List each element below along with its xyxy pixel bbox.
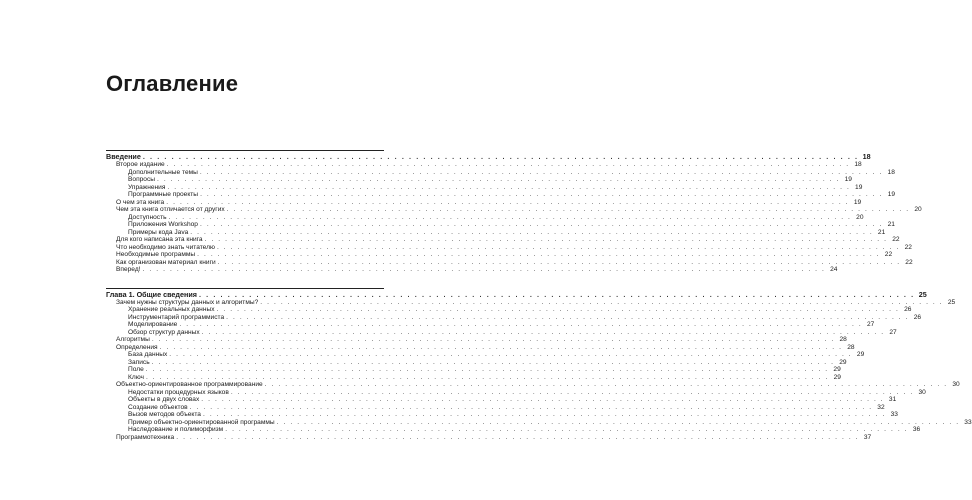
toc-entry[interactable] — [106, 328, 897, 337]
toc-entry-title: Создание объектов — [128, 403, 188, 411]
dot-leader: . . . . . . . . . . . . . . . . . . . . . . . . . . . . . . . . . . . . . . . . . . . . . . . . . . . . . . . . . . . . . . . . . . . . . . . . . . . . . . . . . . . . . . . . . . . . . . . . . . . . — [142, 266, 826, 273]
toc-entry-page: 30 — [952, 381, 960, 388]
toc-entry[interactable] — [106, 313, 922, 322]
toc-entry[interactable] — [106, 388, 926, 397]
dot-leader: . . . . . . . . . . . . . . . . . . . . . . . . . . . . . . . . . . . . . . . . . . . . . . . . . . . . . . . . . . . . . . . . . . . . . . . . . . . . . . . . . . . . . . . . . . . . . . . . . . . . — [169, 351, 853, 358]
toc-entry-page: 19 — [844, 176, 852, 183]
dot-leader: . . . . . . . . . . . . . . . . . . . . . . . . . . . . . . . . . . . . . . . . . . . . . . . . . . . . . . . . . . . . . . . . . . . . . . . . . . . . . . . . . . . . . . . . . . . . . . . . . . . . — [199, 221, 883, 228]
toc-entry-page: 20 — [856, 213, 864, 221]
toc-entry[interactable] — [106, 373, 841, 382]
toc-entry-title: Для кого написана эта книга — [116, 236, 203, 243]
toc-entry[interactable] — [106, 433, 872, 442]
toc-entry-page: 21 — [877, 228, 886, 236]
toc-section — [106, 150, 922, 274]
toc-entry-page: 19 — [855, 183, 863, 191]
dot-leader: . . . . . . . . . . . . . . . . . . . . . . . . . . . . . . . . . . . . . . . . . . . . . . . . . . . . . . . . . . . . . . . . . . . . . . . . . . . . . . . . . . . . . . . . . . . . . . . . . . . . — [168, 213, 852, 221]
toc-entry-title: Программные проекты — [128, 191, 199, 198]
toc-entry-page: 22 — [905, 258, 913, 266]
toc-entry[interactable] — [106, 236, 900, 244]
toc-entry[interactable] — [106, 191, 896, 199]
toc-entry[interactable] — [106, 168, 895, 177]
dot-leader: . . . . . . . . . . . . . . . . . . . . . . . . . . . . . . . . . . . . . . . . . . . . . . . . . . . . . . . . . . . . . . . . . . . . . . . . . . . . . . . . . . . . . . . . . . . . . . . . . . . . — [190, 228, 874, 236]
toc-entry-title: Объектно-ориентированное программирование — [116, 381, 263, 388]
toc-entry[interactable] — [106, 161, 862, 169]
dot-leader: . . . . . . . . . . . . . . . . . . . . . . . . . . . . . . . . . . . . . . . . . . . . . . . . . . . . . . . . . . . . . . . . . . . . . . . . . . . . . . . . . . . . . . . . . . . . . . . . . . . . — [217, 258, 901, 266]
toc-entry-page: 27 — [866, 321, 875, 328]
toc-entry[interactable] — [106, 321, 875, 329]
toc-entry-title: Хранение реальных данных — [128, 306, 215, 313]
section-divider — [106, 288, 384, 289]
dot-leader: . . . . . . . . . . . . . . . . . . . . . . . . . . . . . . . . . . . . . . . . . . . . . . . . . . . . . . . . . . . . . . . . . . . . . . . . . . . . . . . . . . . . . . . . . . . . . . . . . . . . — [159, 343, 843, 351]
toc-entry-title: Программотехника — [116, 433, 175, 441]
toc-entry-title: Вперед! — [116, 266, 141, 273]
toc-entry[interactable] — [106, 343, 855, 352]
dot-leader: . . . . . . . . . . . . . . . . . . . . . . . . . . . . . . . . . . . . . . . . . . . . . . . . . . . . . . . . . . . . . . . . . . . . . . . . . . . . . . . . . . . . . . . . . . . . . . . . . . . . — [179, 321, 863, 328]
toc-entry-page: 26 — [913, 313, 922, 321]
toc-entry-page: 27 — [889, 328, 897, 336]
toc-entry-page: 29 — [839, 358, 847, 366]
toc-entry-title: Доступность — [128, 213, 167, 221]
dot-leader: . . . . . . . . . . . . . . . . . . . . . . . . . . . . . . . . . . . . . . . . . . . . . . . . . . . . . . . . . . . . . . . . . . . . . . . . . . . . . . . . . . . . . . . . . . . . . . . . . . . . — [199, 168, 883, 176]
dot-leader: . . . . . . . . . . . . . . . . . . . . . . . . . . . . . . . . . . . . . . . . . . . . . . . . . . . . . . . . . . . . . . . . . . . . . . . . . . . . . . . . . . . . . . . . . . . . . . . . . . . . — [201, 396, 885, 403]
toc-entry[interactable] — [106, 221, 895, 229]
dot-leader: . . . . . . . . . . . . . . . . . . . . . . . . . . . . . . . . . . . . . . . . . . . . . . . . . . . . . . . . . . . . . . . . . . . . . . . . . . . . . . . . . . . . . . . . . . . . . . . . . . . . — [151, 336, 835, 343]
toc-entry-page: 30 — [918, 388, 926, 396]
dot-leader: . . . . . . . . . . . . . . . . . . . . . . . . . . . . . . . . . . . . . . . . . . . . . . . . . . . . . . . . . . . . . . . . . . . . . . . . . . . . . . . . . . . . . . . . . . . . . . . . . . . . — [145, 366, 829, 373]
dot-leader: . . . . . . . . . . . . . . . . . . . . . . . . . . . . . . . . . . . . . . . . . . . . . . . . . . . . . . . . . . . . . . . . . . . . . . . . . . . . . . . . . . . . . . . . . . . . . . . . . . . . — [204, 236, 888, 243]
toc-entry-title: Запись — [128, 358, 150, 366]
toc-entry-title: Недостатки процедурных языков — [128, 388, 229, 396]
toc-entry[interactable] — [106, 198, 862, 207]
dot-leader: . . . . . . . . . . . . . . . . . . . . . . . . . . . . . . . . . . . . . . . . . . . . . . . . . . . . . . . . . . . . . . . . . . . . . . . . . . . . . . . . . . . . . . . . . . . . . . . . . . . . — [230, 388, 914, 396]
dot-leader: . . . . . . . . . . . . . . . . . . . . . . . . . . . . . . . . . . . . . . . . . . . . . . . . . . . . . . . . . . . . . . . . . . . . . . . . . . . . . . . . . . . . . . . . . . . . . . . . . . . . — [264, 381, 948, 388]
toc-entry-page: 18 — [887, 168, 895, 176]
toc-entry-page: 21 — [887, 221, 895, 228]
toc-entry-page: 20 — [914, 206, 922, 213]
toc-entry-page: 36 — [912, 426, 921, 433]
toc-entry-page: 19 — [887, 191, 896, 198]
dot-leader: . . . . . . . . . . . . . . . . . . . . . . . . . . . . . . . . . . . . . . . . . . . . . . . . . . . . . . . . . . . . . . . . . . . . . . . . . . . . . . . . . . . . . . . . . . . . . . . . . . . . — [176, 433, 860, 441]
toc-entry[interactable] — [106, 183, 863, 192]
toc-entry-title: Инструментарий программиста — [128, 313, 225, 321]
dot-leader: . . . . . . . . . . . . . . . . . . . . . . . . . . . . . . . . . . . . . . . . . . . . . . . . . . . . . . . . . . . . . . . . . . . . . . . . . . . . . . . . . . . . . . . . . . . . . . . . . . . . — [151, 358, 835, 366]
toc-entry-title: Моделирование — [128, 321, 178, 328]
toc-entry-title: О чем эта книга — [116, 198, 165, 206]
dot-leader: . . . . . . . . . . . . . . . . . . . . . . . . . . . . . . . . . . . . . . . . . . . . . . . . . . . . . . . . . . . . . . . . . . . . . . . . . . . . . . . . . . . . . . . . . . . . . . . . . . . . — [167, 183, 851, 191]
toc-entry-page: 24 — [830, 266, 838, 273]
toc-entry[interactable] — [106, 298, 956, 307]
toc-entry-title: Чем эта книга отличается от других — [116, 206, 225, 213]
toc-entry[interactable] — [106, 358, 847, 367]
toc-entry-page: 22 — [884, 251, 893, 258]
toc-entry-title: Приложения Workshop — [128, 221, 198, 228]
toc-entry[interactable] — [106, 418, 972, 427]
toc-entry-page: 33 — [964, 418, 972, 426]
toc-entry[interactable] — [106, 213, 864, 222]
toc-entry-title: Объекты в двух словах — [128, 396, 200, 403]
table-of-contents — [106, 150, 972, 441]
dot-leader: . . . . . . . . . . . . . . . . . . . . . . . . . . . . . . . . . . . . . . . . . . . . . . . . . . . . . . . . . . . . . . . . . . . . . . . . . . . . . . . . . . . . . . . . . . . . . . . . . . . . — [201, 328, 885, 336]
toc-entry-title: Глава 1. Общие сведения — [106, 289, 197, 299]
toc-entry-title: Наследование и полиморфизм — [128, 426, 224, 433]
dot-leader: . . . . . . . . . . . . . . . . . . . . . . . . . . . . . . . . . . . . . . . . . . . . . . . . . . . . . . . . . . . . . . . . . . . . . . . . . . . . . . . . . . . . . . . . . . . . . . . . . . . . — [226, 313, 910, 321]
dot-leader: . . . . . . . . . . . . . . . . . . . . . . . . . . . . . . . . . . . . . . . . . . . . . . . . . . . . . . . . . . . . . . . . . . . . . . . . . . . . . . . . . . . . . . . . . . . . . . . . . . . . — [225, 426, 909, 433]
toc-entry-title: Вопросы — [128, 176, 156, 183]
dot-leader: . . . . . . . . . . . . . . . . . . . . . . . . . . . . . . . . . . . . . . . . . . . . . . . . . . . . . . . . . . . . . . . . . . . . . . . . . . . . . . . . . . . . . . . . . . . . . . . . . . . . — [200, 191, 884, 198]
toc-entry-title: Упражнения — [128, 183, 166, 191]
dot-leader: . . . . . . . . . . . . . . . . . . . . . . . . . . . . . . . . . . . . . . . . . . . . . . . . . . . . . . . . . . . . . . . . . . . . . . . . . . . . . . . . . . . . . . . . . . . . . . . . . . . . — [198, 289, 915, 299]
toc-entry[interactable] — [106, 306, 912, 314]
toc-entry-title: Зачем нужны структуры данных и алгоритмы? — [116, 298, 259, 306]
toc-entry-page: 28 — [847, 343, 855, 351]
toc-entry-title: Определения — [116, 343, 158, 351]
dot-leader: . . . . . . . . . . . . . . . . . . . . . . . . . . . . . . . . . . . . . . . . . . . . . . . . . . . . . . . . . . . . . . . . . . . . . . . . . . . . . . . . . . . . . . . . . . . . . . . . . . . . — [145, 373, 829, 381]
toc-entry-title: Как организован материал книги — [116, 258, 216, 266]
dot-leader: . . . . . . . . . . . . . . . . . . . . . . . . . . . . . . . . . . . . . . . . . . . . . . . . . . . . . . . . . . . . . . . . . . . . . . . . . . . . . . . . . . . . . . . . . . . . . . . . . . . . — [166, 161, 850, 168]
toc-entry[interactable] — [106, 426, 921, 434]
dot-leader: . . . . . . . . . . . . . . . . . . . . . . . . . . . . . . . . . . . . . . . . . . . . . . . . . . . . . . . . . . . . . . . . . . . . . . . . . . . . . . . . . . . . . . . . . . . . . . . . . . . . — [157, 176, 840, 183]
toc-entry[interactable] — [106, 266, 838, 274]
page-title: Оглавление — [106, 71, 239, 96]
dot-leader: . . . . . . . . . . . . . . . . . . . . . . . . . . . . . . . . . . . . . . . . . . . . . . . . . . . . . . . . . . . . . . . . . . . . . . . . . . . . . . . . . . . . . . . . . . . . . . . . . . . . — [260, 298, 944, 306]
toc-entry[interactable] — [106, 206, 922, 214]
toc-entry-page: 33 — [890, 411, 898, 418]
toc-entry-title: Дополнительные темы — [128, 168, 198, 176]
toc-entry-title: Вызов методов объекта — [128, 411, 201, 418]
toc-entry-page: 29 — [856, 351, 865, 358]
toc-chapter-entry[interactable] — [106, 152, 871, 161]
toc-entry[interactable] — [106, 251, 893, 259]
toc-entry-page: 25 — [947, 298, 956, 306]
toc-entry-title: Необходимые программы — [116, 251, 196, 258]
section-divider — [106, 150, 384, 151]
toc-entry[interactable] — [106, 351, 865, 359]
toc-entry-title: Примеры кода Java — [128, 228, 189, 236]
toc-entry[interactable] — [106, 411, 898, 419]
toc-entry-page: 37 — [863, 433, 872, 441]
toc-entry-page: 29 — [833, 366, 841, 373]
toc-entry-page: 25 — [918, 289, 927, 299]
toc-entry-page: 19 — [853, 198, 862, 206]
dot-leader: . . . . . . . . . . . . . . . . . . . . . . . . . . . . . . . . . . . . . . . . . . . . . . . . . . . . . . . . . . . . . . . . . . . . . . . . . . . . . . . . . . . . . . . . . . . . . . . . . . . . — [216, 243, 900, 251]
toc-entry-page: 18 — [854, 161, 862, 168]
toc-entry[interactable] — [106, 396, 897, 404]
toc-entry-page: 26 — [904, 306, 912, 313]
toc-entry[interactable] — [106, 366, 841, 374]
toc-entry[interactable] — [106, 228, 886, 237]
toc-entry[interactable] — [106, 336, 847, 344]
dot-leader: . . . . . . . . . . . . . . . . . . . . . . . . . . . . . . . . . . . . . . . . . . . . . . . . . . . . . . . . . . . . . . . . . . . . . . . . . . . . . . . . . . . . . . . . . . . . . . . . . . . . — [166, 198, 850, 206]
toc-entry-title: Второе издание — [116, 161, 165, 168]
toc-entry-title: Что необходимо знать читателю — [116, 243, 215, 251]
toc-entry-page: 29 — [833, 373, 841, 381]
toc-entry[interactable] — [106, 176, 852, 184]
toc-entry-title: Поле — [128, 366, 144, 373]
toc-entry-title: Введение — [106, 152, 141, 161]
toc-entry[interactable] — [106, 243, 912, 252]
toc-entry-page: 22 — [892, 236, 900, 243]
toc-entry-page: 22 — [904, 243, 912, 251]
toc-entry-page: 31 — [888, 396, 897, 403]
toc-chapter-entry[interactable] — [106, 289, 927, 299]
toc-entry-title: Пример объектно-ориентированной программы — [128, 418, 275, 426]
toc-entry[interactable] — [106, 258, 913, 267]
toc-entry-page: 18 — [862, 152, 871, 161]
dot-leader: . . . . . . . . . . . . . . . . . . . . . . . . . . . . . . . . . . . . . . . . . . . . . . . . . . . . . . . . . . . . . . . . . . . . . . . . . . . . . . . . . . . . . . . . . . . . . . . . . . . . — [276, 418, 960, 426]
toc-entry[interactable] — [106, 381, 960, 389]
dot-leader: . . . . . . . . . . . . . . . . . . . . . . . . . . . . . . . . . . . . . . . . . . . . . . . . . . . . . . . . . . . . . . . . . . . . . . . . . . . . . . . . . . . . . . . . . . . . . . . . . . . . — [216, 306, 900, 313]
dot-leader: . . . . . . . . . . . . . . . . . . . . . . . . . . . . . . . . . . . . . . . . . . . . . . . . . . . . . . . . . . . . . . . . . . . . . . . . . . . . . . . . . . . . . . . . . . . . . . . . . . . . — [142, 152, 859, 161]
dot-leader: . . . . . . . . . . . . . . . . . . . . . . . . . . . . . . . . . . . . . . . . . . . . . . . . . . . . . . . . . . . . . . . . . . . . . . . . . . . . . . . . . . . . . . . . . . . . . . . . . . . . — [197, 251, 881, 258]
dot-leader: . . . . . . . . . . . . . . . . . . . . . . . . . . . . . . . . . . . . . . . . . . . . . . . . . . . . . . . . . . . . . . . . . . . . . . . . . . . . . . . . . . . . . . . . . . . . . . . . . . . . — [202, 411, 886, 418]
toc-entry-page: 28 — [839, 336, 847, 343]
toc-entry-title: Обзор структур данных — [128, 328, 200, 336]
toc-entry-page: 32 — [877, 403, 885, 411]
toc-section — [106, 288, 972, 442]
toc-entry-title: Ключ — [128, 373, 144, 381]
dot-leader: . . . . . . . . . . . . . . . . . . . . . . . . . . . . . . . . . . . . . . . . . . . . . . . . . . . . . . . . . . . . . . . . . . . . . . . . . . . . . . . . . . . . . . . . . . . . . . . . . . . . — [226, 206, 910, 213]
toc-entry-title: Алгоритмы — [116, 336, 150, 343]
toc-entry[interactable] — [106, 403, 885, 412]
dot-leader: . . . . . . . . . . . . . . . . . . . . . . . . . . . . . . . . . . . . . . . . . . . . . . . . . . . . . . . . . . . . . . . . . . . . . . . . . . . . . . . . . . . . . . . . . . . . . . . . . . . . — [189, 403, 873, 411]
toc-entry-title: База данных — [128, 351, 168, 358]
